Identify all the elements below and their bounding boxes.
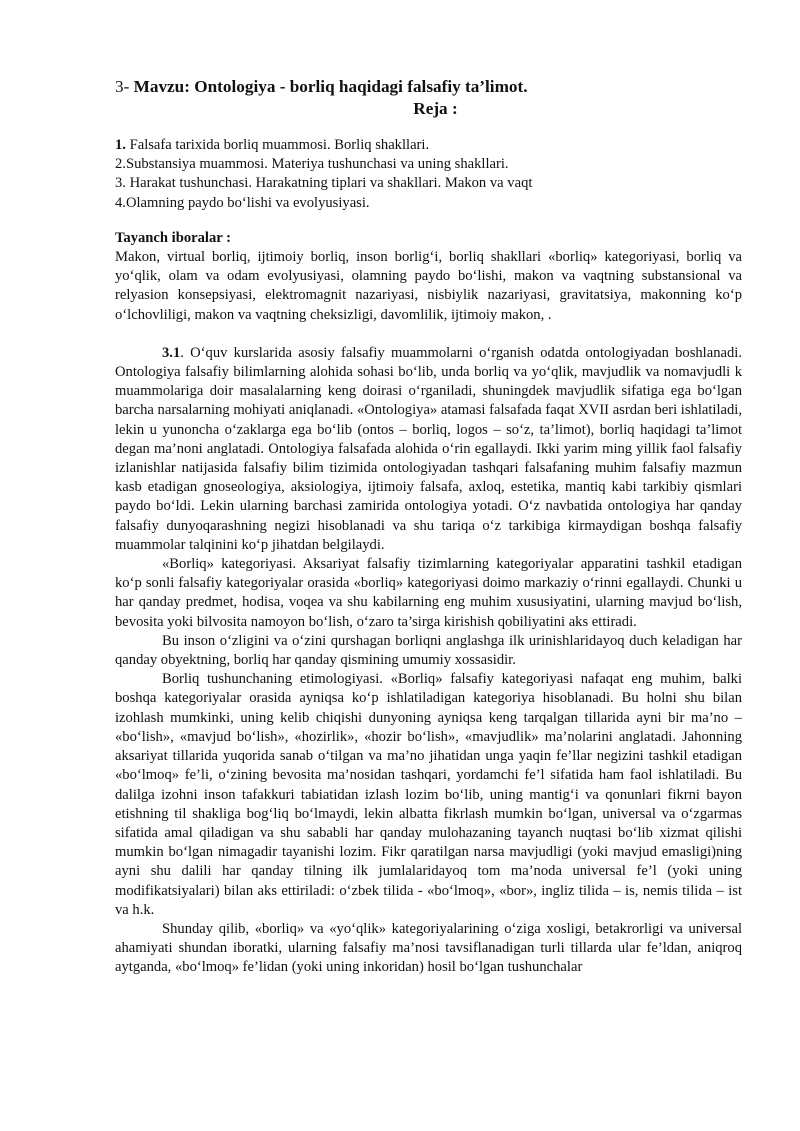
spacer (115, 325, 742, 344)
key-terms-heading: Tayanch iboralar : (115, 229, 231, 246)
plan-item (115, 194, 742, 213)
section-paragraph: «Borliq» kategoriyasi. Aksariyat falsafiy tizimlarning kategoriyalar apparatini tashkil etadigan ko‘p sonli falsafiy kategoriyalar orasida «borliq» kategoriyasi doimo markaziy o‘rinni egallaydi. Chunki u har qanday predmet, hodisa, voqea va shu kabilarning eng muhim xususiyatini, ularning mavjud bo‘lish, bevosita yoki bilvosita namoyon bo‘lish, o‘zaro ta’sirga kirishish qobiliyatini aks ettiradi. (115, 556, 742, 630)
section-paragraph: Bu inson o‘zligini va o‘zini qurshagan borliqni anglashga ilk urinishlaridayoq duch keladigan har qanday obyektning, borliq har qanday qismining umumiy xossasidir. (115, 632, 742, 669)
document-page (115, 76, 742, 978)
plan-item-text: Harakat tushunchasi. Harakatning tiplari va shakllari. Makon va vaqt (125, 175, 533, 192)
topic-number: 3- (115, 77, 130, 96)
page-title (115, 76, 742, 98)
plan-item-number: 4. (115, 194, 126, 211)
topic-title: Mavzu: Ontologiya - borliq haqidagi falsafiy ta’limot. (133, 77, 528, 96)
plan-item-text: Substansiya muammosi. Materiya tushunchasi va uning shakllari. (125, 156, 509, 173)
plan-list (115, 136, 742, 213)
section-number: 3.1 (162, 344, 181, 361)
plan-item-number: 1. (115, 137, 126, 153)
section-lead-text: . O‘quv kurslarida asosiy falsafiy muammolarni o‘rganish odatda ontologiyadan boshlanadi. Ontologiya falsafiy bilimlarning alohida sohasi bo‘lib, unda borliq va yo‘qlik, mavjudlik va nomavjudli k muammolariga doir masalalarning keng doirasi o‘rganiladi, shuningdek mavjudlik sifatiga ega bo‘lgan barcha narsalarning mohiyati aniqlanadi. «Ontologiya» atamasi falsafada faqat XVII asrdan beri ishlatiladi, lekin u yunoncha o‘zaklarga ega bo‘lib (ontos – borliq, logos – so‘z, ta’limot), borliq haqidagi ta’limot degan ma’noni anglatadi. Ontologiya falsafada alohida o‘rin egallaydi. Ikki yarim ming yillik faol falsafiy izlanishlar natijasida falsafiy bilim tizimida ontologiyadan tashqari falsafaning muhim falsafiy mazmun kasb etadigan gnoseologiya, aksiologiya, ijtimoiy falsafa, axloq, estetika, mantiq kabi tarkibiy qismlari paydo bo‘ldi. Lekin ularning barchasi zamirida ontologiya yotadi. O‘z navbatida ontologiya har qanday falsafiy dunyoqarashning negizi hisoblanadi va shu tariqa o‘z tarkibiga kirmaydigan boshqa falsafiy muammolar talqinini ko‘p jihatdan belgilaydi. (115, 344, 742, 553)
section-paragraph: Shunday qilib, «borliq» va «yo‘qlik» kategoriyalarining o‘ziga xosligi, betakrorligi va universal ahamiyati shundan iboratki, ularning falsafiy ma’nosi tavsiflanadigan turli tillarda ular fe’ldan, aniqroq aytganda, «bo‘lmoq» fe’lidan (yoki uning inkoridan) hosil bo‘lgan tushunchalar (115, 920, 742, 976)
plan-item (115, 136, 742, 155)
plan-item (115, 155, 742, 174)
plan-item-text: Falsafa tarixida borliq muammosi. Borliq shakllari. (125, 137, 430, 153)
plan-item-number: 2. (115, 156, 126, 173)
plan-item (115, 174, 742, 193)
section-paragraph (115, 344, 742, 555)
plan-item-number: 3. (115, 175, 126, 192)
plan-item-text: Olamning paydo bo‘lishi va evolyusiyasi. (125, 194, 370, 211)
plan-heading: Reja : (413, 99, 458, 118)
key-terms-text: Makon, virtual borliq, ijtimoiy borliq, inson borlig‘i, borliq shakllari «borliq» kategoriyasi, borliq va yo‘qlik, olam va odam evolyusiyasi, olamning paydo bo‘lishi, makon va vaqtning substansional va relyasion konsepsiyasi, elektromagnit nazariyasi, nisbiylik nazariyasi, gravitatsiya, makonning ko‘p o‘lchovliligi, makon va vaqtning cheksizligi, davomlilik, ijtimoiy makon, . (115, 249, 742, 323)
section-paragraph: Borliq tushunchaning etimologiyasi. «Borliq» falsafiy kategoriyasi nafaqat eng muhim, balki boshqa kategoriyalar orasida ayniqsa ko‘p ishlatiladigan kategoriya hisoblanadi. Bu holni shu bilan izohlash mumkinki, uning kelib chiqishi dunyoning ayniqsa keng tarqalgan tillarida ayni bir ma’no – «bo‘lish», «mavjud bo‘lish», «hozirlik», «hozir bo‘lish», «mavjudlik» ma’nolarini anglatadi. Jahonning aksariyat tillarida yuqorida sanab o‘tilgan va ma’no jihatidan unga yaqin fe’llar negizini tashkil etadigan «bo‘lmoq» fe’li, o‘zining bevosita ma’nosidan tashqari, yordamchi fe’l sifatida ham faol ishlatiladi. Bu dalilga izohni inson tafakkuri tabiatidan izlash lozim bo‘lib, uning mantig‘i va qonunlari fikrni bayon etishning til shakliga bog‘liq bo‘lmaydi, lekin albatta fikrlash mumkin bo‘lgan, universal va o‘zgarmas sifatida amal qiladigan va shu sababli har qanday mulohazaning tayanch nuqtasi bo‘lib xizmat qilishi mumkin bo‘lgan nimagadir tayanishi lozim. Fikr qaratilgan narsa mavjudligi (yoki mavjud emasligi)ning ayni shu dalili har qanday tilning ilk jumlalaridayoq tom ma’noda universal fe’l (yoki uning modifikatsiyalari) bilan aks ettiriladi: o‘zbek tilida - «bo‘lmoq», «bor», ingliz tilida – is, nemis tilida – ist va h.k. (115, 671, 742, 918)
